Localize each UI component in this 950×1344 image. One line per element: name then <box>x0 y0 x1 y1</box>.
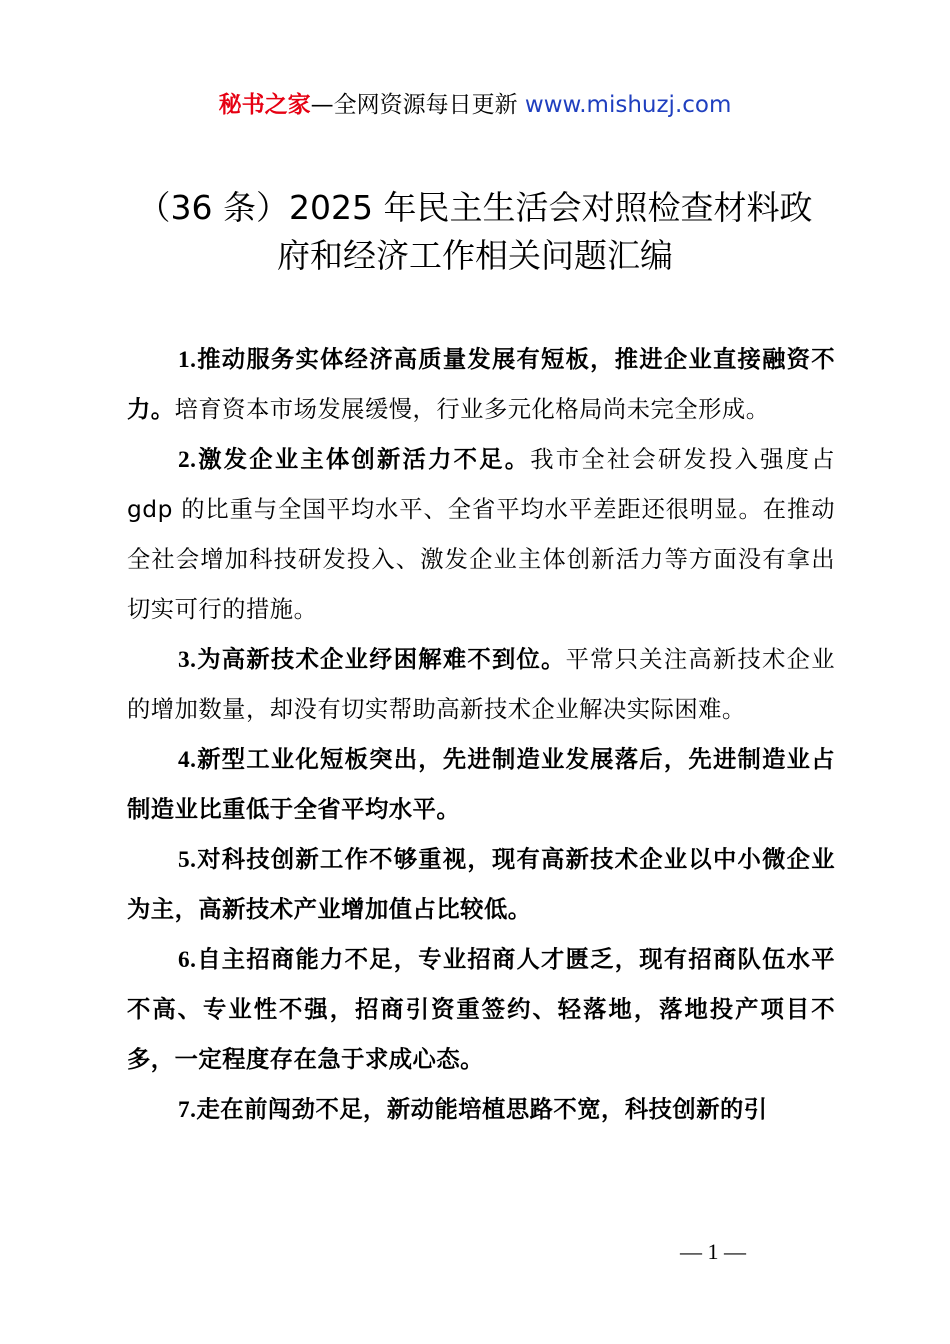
document-title <box>110 184 840 280</box>
item-heading: 推动服务实体经济高质量发展有短板，推进企业直接融资不力。 <box>127 346 835 423</box>
item-number: 1. <box>178 347 197 373</box>
item-heading: 自主招商能力不足，专业招商人才匮乏，现有招商队伍水平不高、专业性不强，招商引资重签约、轻落地，落地投产项目不多，一定程度存在急于求成心态。 <box>127 946 835 1073</box>
list-item <box>127 835 835 935</box>
list-item <box>127 635 835 735</box>
header-tagline: —全网资源每日更新 <box>310 92 525 118</box>
list-item <box>127 335 835 435</box>
page-number: — 1 — <box>680 1239 746 1264</box>
item-heading: 对科技创新工作不够重视，现有高新技术企业以中小微企业为主，高新技术产业增加值占比较低。 <box>127 846 835 923</box>
list-item <box>127 935 835 1085</box>
title-line-1: （36 条）2025 年民主生活会对照检查材料政 <box>137 188 813 227</box>
list-item <box>127 1085 835 1135</box>
item-number: 7. <box>178 1097 197 1123</box>
item-heading: 走在前闯劲不足，新动能培植思路不宽，科技创新的引 <box>196 1096 768 1123</box>
document-body <box>127 335 835 1135</box>
title-line-2: 府和经济工作相关问题汇编 <box>277 236 673 275</box>
item-number: 5. <box>178 847 197 873</box>
site-header <box>0 88 950 122</box>
item-number: 6. <box>178 947 197 973</box>
item-text: 培育资本市场发展缓慢，行业多元化格局尚未完全形成。 <box>174 396 770 423</box>
item-heading: 激发企业主体创新活力不足。 <box>196 446 531 473</box>
brand-name: 秘书之家 <box>218 92 311 118</box>
item-number: 3. <box>178 647 197 673</box>
item-text: 平常只关注高新技术企业的增加数量，却没有切实帮助高新技术企业解决实际困难。 <box>127 646 836 723</box>
list-item <box>127 435 835 635</box>
item-number: 4. <box>178 747 197 773</box>
item-heading: 新型工业化短板突出，先进制造业发展落后，先进制造业占制造业比重低于全省平均水平。 <box>127 746 835 823</box>
list-item <box>127 735 835 835</box>
item-heading: 为高新技术企业纾困解难不到位。 <box>196 646 566 673</box>
item-text: 我市全社会研发投入强度占 gdp 的比重与全国平均水平、全省平均水平差距还很明显。在推动全社会增加科技研发投入、激发企业主体创新活力等方面没有拿出切实可行的措施。 <box>127 446 836 623</box>
item-number: 2. <box>178 447 197 473</box>
site-url[interactable]: www.mishuzj.com <box>524 92 732 118</box>
